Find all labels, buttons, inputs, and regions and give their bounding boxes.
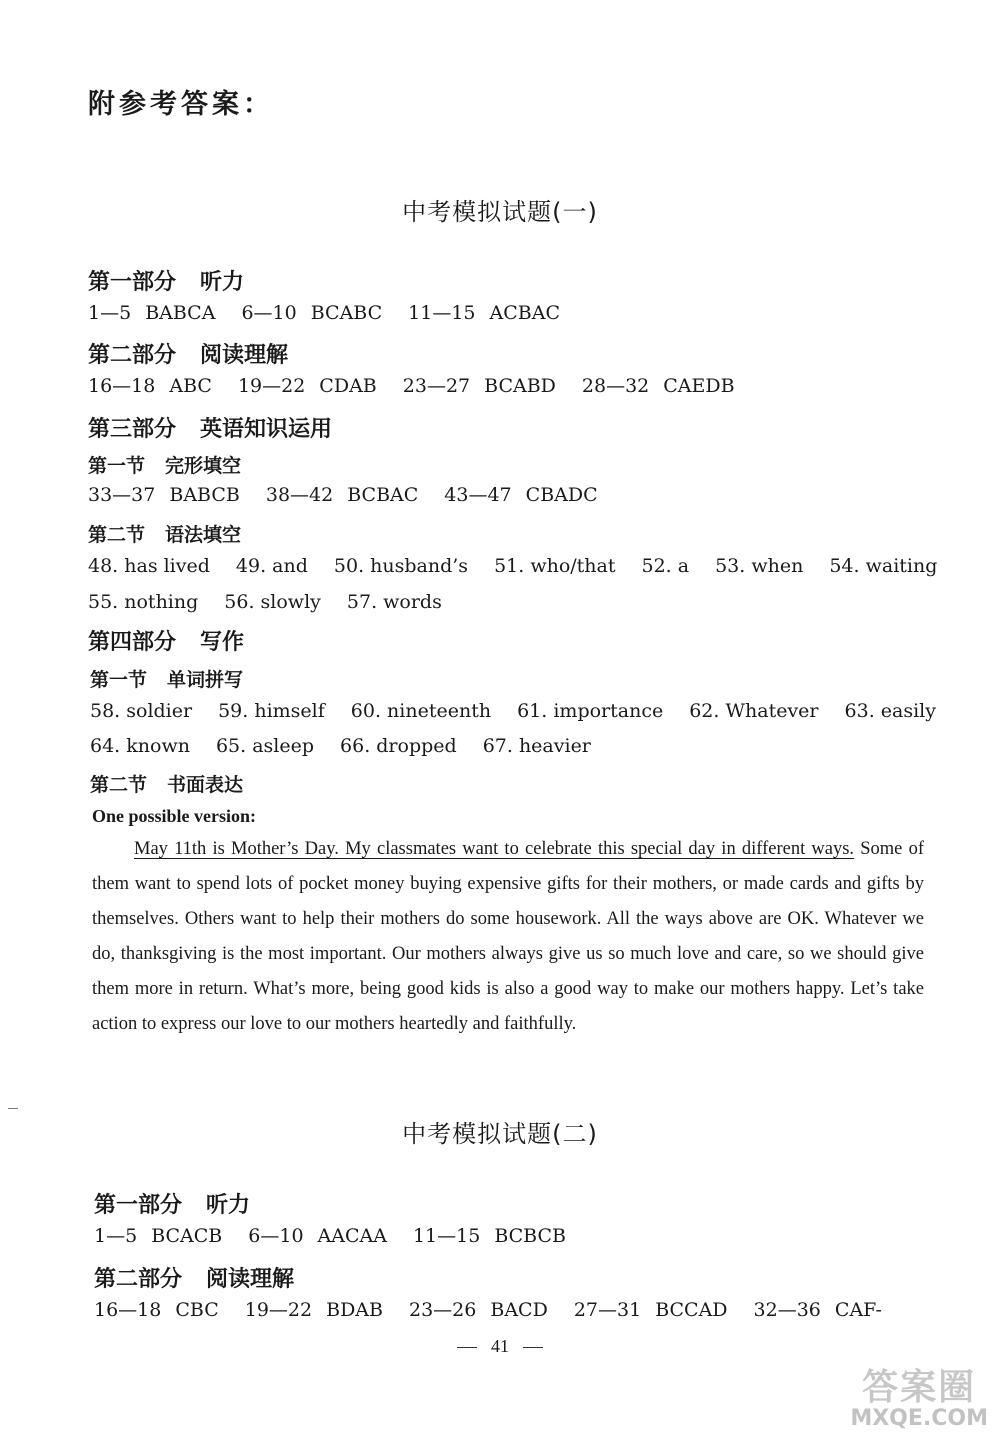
exam1-part2-answers xyxy=(88,375,761,397)
exam1-part4-heading xyxy=(88,625,244,656)
answer-item: 67. heavier xyxy=(482,735,591,757)
answer-keys: BCBAC xyxy=(347,484,419,506)
exam1-grammar-answers-line2 xyxy=(88,591,468,613)
answer-keys: CAF- xyxy=(834,1299,882,1321)
answer-keys: CBADC xyxy=(525,484,598,506)
answer-keys: BCBCB xyxy=(494,1225,566,1247)
answer-keys: CAEDB xyxy=(663,375,735,397)
answer-range: 32—36 xyxy=(753,1299,821,1321)
exam1-part3-section1-heading xyxy=(88,451,241,478)
exam1-part3-section2-heading xyxy=(88,520,241,547)
answer-item: 51. who/that xyxy=(494,555,616,577)
answer-item: 57. words xyxy=(346,591,442,613)
answer-range: 23—26 xyxy=(409,1299,477,1321)
exam1-spelling-answers-line1 xyxy=(90,700,962,722)
part-title: 阅读理解 xyxy=(206,1267,295,1292)
answer-range: 1—5 xyxy=(94,1225,138,1247)
answer-item: 48. has lived xyxy=(88,555,210,577)
answer-keys: CDAB xyxy=(319,375,377,397)
exam1-part2-heading xyxy=(88,338,288,369)
part-name: 第三部分 xyxy=(88,417,177,442)
exam1-part4-section2-heading xyxy=(90,770,243,797)
answer-item: 53. when xyxy=(715,555,804,577)
section-name: 第二节 xyxy=(90,774,148,796)
watermark xyxy=(850,1359,988,1431)
answer-range: 19—22 xyxy=(244,1299,313,1321)
answer-range: 33—37 xyxy=(88,484,156,506)
exam1-cloze-answers xyxy=(88,484,624,506)
answer-item: 60. nineteenth xyxy=(350,700,492,722)
answer-keys: BABCA xyxy=(145,302,216,324)
answer-item: 59. himself xyxy=(218,700,325,722)
model-essay xyxy=(92,832,924,1042)
answer-item: 62. Whatever xyxy=(689,700,819,722)
answer-keys: AACAA xyxy=(317,1225,387,1247)
answer-range: 16—18 xyxy=(88,375,156,397)
exam2-part2-answers xyxy=(94,1299,908,1321)
answer-keys: ABC xyxy=(169,375,212,397)
exam2-part1-heading xyxy=(94,1188,250,1219)
exam1-part4-section1-heading xyxy=(90,665,243,692)
answer-range: 43—47 xyxy=(444,484,512,506)
section-title: 书面表达 xyxy=(167,774,244,796)
part-name: 第四部分 xyxy=(88,630,177,655)
exam-title-1: 中考模拟试题(一) xyxy=(402,198,598,226)
answer-range: 27—31 xyxy=(573,1299,642,1321)
section-title: 单词拼写 xyxy=(167,669,244,691)
page-number xyxy=(0,1336,1000,1357)
answer-keys: BACD xyxy=(490,1299,548,1321)
part-name: 第一部分 xyxy=(94,1193,183,1218)
answer-item: 63. easily xyxy=(844,700,936,722)
answer-keys: BCACB xyxy=(151,1225,223,1247)
exam1-part1-heading xyxy=(88,265,244,296)
exam2-part2-heading xyxy=(94,1262,294,1293)
part-title: 阅读理解 xyxy=(200,343,289,368)
version-label: One possible version: xyxy=(92,806,257,826)
part-title: 写作 xyxy=(200,630,245,655)
part-title: 听力 xyxy=(200,270,245,295)
exam1-grammar-answers-line1 xyxy=(88,555,963,577)
part-title: 英语知识运用 xyxy=(200,417,333,442)
essay-topic-sentence: May 11th is Mother’s Day. My classmates want to celebrate this special day in different ways. xyxy=(134,839,855,859)
answer-range: 28—32 xyxy=(581,375,650,397)
answer-keys: BCABD xyxy=(484,375,556,397)
exam-title-2: 中考模拟试题(二) xyxy=(402,1120,598,1148)
answer-item: 58. soldier xyxy=(90,700,193,722)
margin-mark xyxy=(8,1108,18,1109)
answer-item: 65. asleep xyxy=(215,735,315,757)
exam1-part1-answers xyxy=(88,302,586,324)
watermark-logo: 答案圈 xyxy=(862,1367,977,1408)
exam1-part3-heading xyxy=(88,412,332,443)
answer-item: 55. nothing xyxy=(88,591,199,613)
document-header: 附参考答案： xyxy=(88,89,274,120)
section-title: 语法填空 xyxy=(165,524,242,546)
essay-body: Some of them want to spend lots of pocket money buying expensive gifts for their mothers, or made cards and gifts by themselves. Others want to help their mothers do some housework. All the ways above are OK. Whatever we do, thanksgiving is the most important. Our mothers always give us so much love and care, so we should give them more in return. What’s more, being good kids is also a good way to make our mothers happy. Let’s take action to express our love to our mothers heartedly and faithfully. xyxy=(92,839,924,1034)
answer-item: 61. importance xyxy=(517,700,664,722)
answer-range: 38—42 xyxy=(265,484,334,506)
part-name: 第二部分 xyxy=(88,343,177,368)
section-title: 完形填空 xyxy=(165,455,242,477)
answer-item: 54. waiting xyxy=(829,555,938,577)
answer-item: 50. husband’s xyxy=(333,555,469,577)
answer-item: 64. known xyxy=(90,735,190,757)
part-title: 听力 xyxy=(206,1193,251,1218)
answer-keys: BABCB xyxy=(169,484,240,506)
page-dash-left xyxy=(457,1347,477,1348)
answer-keys: ACBAC xyxy=(489,302,560,324)
answer-item: 56. slowly xyxy=(224,591,321,613)
answer-range: 11—15 xyxy=(412,1225,481,1247)
part-name: 第二部分 xyxy=(94,1267,183,1292)
answer-item: 52. a xyxy=(641,555,690,577)
answer-item: 49. and xyxy=(235,555,308,577)
answer-keys: BDAB xyxy=(326,1299,383,1321)
page-number-value: 41 xyxy=(491,1336,509,1356)
answer-range: 11—15 xyxy=(408,302,476,324)
exam1-spelling-answers-line2 xyxy=(90,735,617,757)
answer-keys: BCCAD xyxy=(655,1299,728,1321)
answer-range: 19—22 xyxy=(237,375,306,397)
answer-range: 16—18 xyxy=(94,1299,162,1321)
answer-range: 6—10 xyxy=(241,302,297,324)
part-name: 第一部分 xyxy=(88,270,177,295)
answer-range: 1—5 xyxy=(88,302,132,324)
answer-keys: BCABC xyxy=(310,302,383,324)
exam2-part1-answers xyxy=(94,1225,592,1247)
answer-range: 23—27 xyxy=(402,375,471,397)
answer-item: 66. dropped xyxy=(340,735,457,757)
section-name: 第一节 xyxy=(88,455,146,477)
section-name: 第一节 xyxy=(90,669,148,691)
page-dash-right xyxy=(523,1347,543,1348)
answer-keys: CBC xyxy=(175,1299,219,1321)
watermark-site: MXQE.COM xyxy=(850,1406,988,1431)
section-name: 第二节 xyxy=(88,524,146,546)
answer-range: 6—10 xyxy=(248,1225,304,1247)
